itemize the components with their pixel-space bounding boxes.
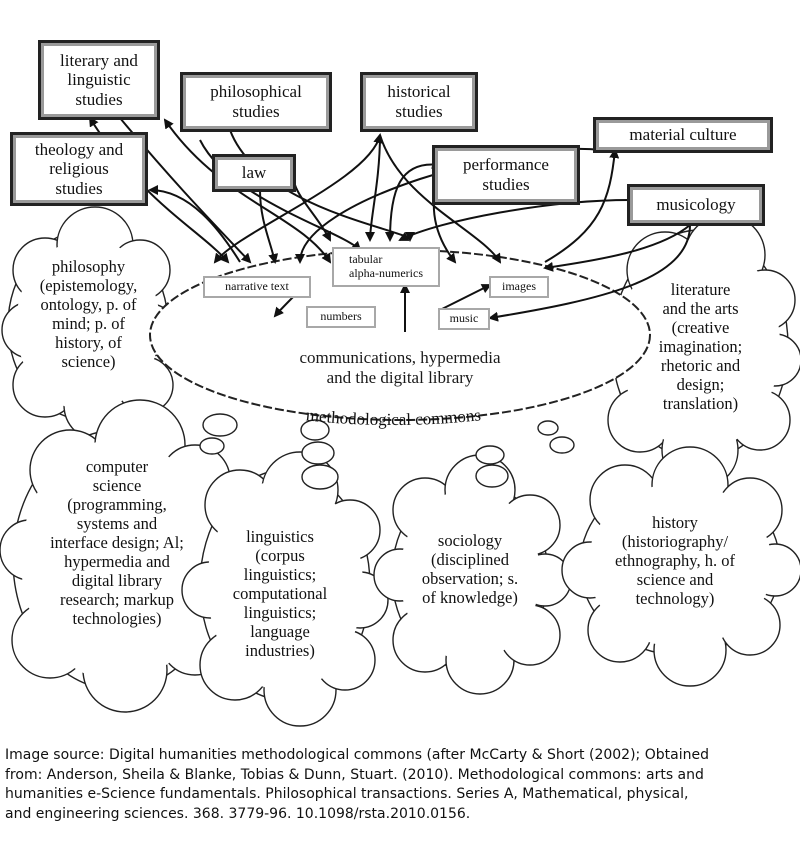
cloud-linguistics-label: linguistics (corpus linguistics; computational linguistics; language industries) bbox=[232, 527, 328, 660]
cloud-history-label: history (historiography/ ethnography, h. of science and technology) bbox=[615, 513, 735, 608]
box-theology-religious-studies: theology and religious studies bbox=[10, 132, 148, 206]
box-law: law bbox=[212, 154, 296, 192]
box-performance-studies: performance studies bbox=[432, 145, 580, 205]
box-historical-studies: historical studies bbox=[360, 72, 478, 132]
image-source-caption: Image source: Digital humanities methodological commons (after McCarty & Short (2002); Obtained from: Anderson, Sheila & Blanke, Tobias & Dunn, Stuart. (2010). Methodological commons: arts and humanities e-Science fundamentals. Philosophical transactions. Series A, Mathematical, physical, and engineering sciences. 368. 3779-96. 10.1098/rsta.2010.0156. bbox=[5, 747, 709, 822]
media-images: images bbox=[489, 276, 549, 298]
box-literary-linguistic-studies: literary and linguistic studies bbox=[38, 40, 160, 120]
box-material-culture: material culture bbox=[593, 117, 773, 153]
media-numbers: numbers bbox=[306, 306, 376, 328]
cloud-computer-science-label: computer science (programming, systems and interface design; Al; hypermedia and digital library research; markup technologies) bbox=[50, 457, 184, 628]
cloud-sociology-label: sociology (disciplined observation; s. of knowledge) bbox=[421, 531, 519, 607]
cloud-literature-label: literature and the arts (creative imagination; rhetoric and design; translation) bbox=[658, 280, 743, 413]
media-narrative-text: narrative text bbox=[203, 276, 311, 298]
commons-center-label: communications, hypermedia and the digital library bbox=[299, 348, 501, 387]
cloud-philosophy-label: philosophy (epistemology, ontology, p. of mind; p. of history, of science) bbox=[39, 257, 138, 371]
box-philosophical-studies: philosophical studies bbox=[180, 72, 332, 132]
commons-arc-text: methodological commons bbox=[305, 405, 482, 430]
media-music: music bbox=[438, 308, 490, 330]
media-tabular-alpha-numerics: tabular alpha-numerics bbox=[332, 247, 440, 287]
box-musicology: musicology bbox=[627, 184, 765, 226]
